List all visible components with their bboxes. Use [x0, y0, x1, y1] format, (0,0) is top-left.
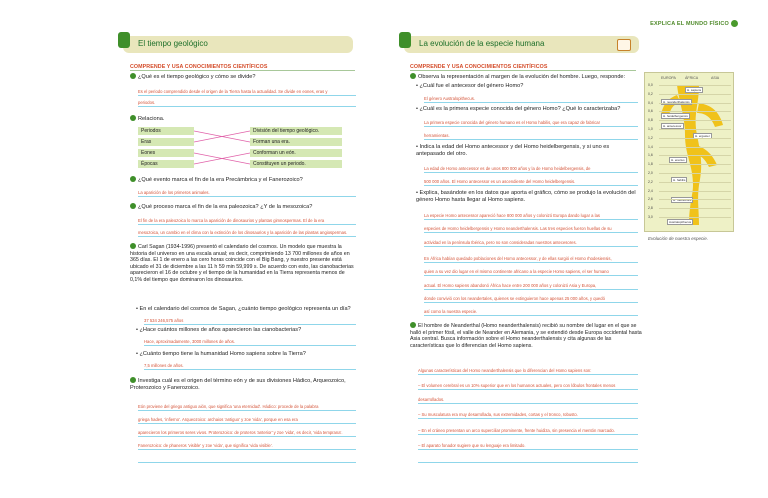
axis-gridline — [659, 111, 731, 112]
tab-icon — [118, 32, 130, 48]
answer-rule — [424, 219, 638, 220]
divider — [130, 70, 355, 71]
answer-b4-line: actual. El Homo sapiens abandonó África hace entre 200 000 años y colonizó Asia y Europa, — [424, 283, 597, 288]
bullet-1: • ¿Cuál fue el antecesor del género Homo? — [416, 83, 524, 89]
right-page — [384, 0, 768, 498]
answer-b1: 37 534 246,575 años — [144, 318, 184, 323]
question-1: Observa la representación al margen de la evolución del hombre. Luego, responde: — [410, 73, 640, 81]
answer-rule — [424, 246, 638, 247]
answer-b4-line: La especie Homo antecessor apareció hace 800 000 años y colonizó Europa dando lugar a las — [424, 213, 600, 218]
chart-caption: Evolución de nuestra especie. — [648, 236, 709, 241]
answer-b3: 7,5 millones de años. — [144, 363, 184, 368]
relate-left-item: Eras — [138, 138, 194, 146]
right-title-bar — [404, 36, 639, 53]
answer-rule — [144, 324, 356, 325]
axis-gridline — [659, 129, 731, 130]
question-2: El hombre de Neanderthal (Homo neanderthalensis) recibió su nombre del lugar en el que se halló el primer fósil, el valle de Neander en Alemania, y se extendió desde Europa occidental hasta Asia central. Busca información sobre el Homo neanderthalensis y cita algunas de las características que lo diferencian del Homo sapiens. — [410, 323, 642, 349]
answer-rule — [424, 172, 638, 173]
answer-rule — [138, 423, 356, 424]
answer-rule — [138, 462, 356, 463]
answer-rule — [418, 418, 638, 419]
answer-rule — [138, 436, 356, 437]
number-icon — [130, 243, 136, 249]
answer-rule — [144, 369, 356, 370]
axis-gridline — [659, 85, 731, 86]
relate-right-item: Forman una era. — [250, 138, 342, 146]
axis-gridline — [659, 120, 731, 121]
answer-rule — [424, 232, 638, 233]
axis-tick-label: 1,0 — [648, 127, 653, 131]
bullet-2: • ¿Cuál es la primera especie conocida del género Homo? ¿Qué lo caracterizaba? — [416, 106, 621, 112]
number-icon — [410, 322, 416, 328]
axis-tick-label: 1,8 — [648, 162, 653, 167]
answer-b4-line: actividad en la península Ibérica, pero no son consideradas nuestros antecesores. — [424, 240, 577, 245]
axis-gridline — [659, 208, 731, 209]
chart-label: H. antecessor — [663, 124, 682, 128]
answer-b2a: La primera especie conocida del género humano es el Homo habilis, que era capaz de fabricar — [424, 120, 600, 125]
bullet-3: • Indica la edad del Homo antecessor y del Homo heidelbergensis, y si uno es antepasado del otro. — [416, 144, 610, 157]
question-1: ¿Qué es el tiempo geológico y cómo se divide? — [130, 73, 358, 81]
answer-3: La aparición de los primeros animales. — [138, 190, 210, 195]
axis-gridline — [659, 103, 731, 104]
axis-tick-label: 2,6 — [648, 197, 653, 202]
chart-head-asia: ASIA — [711, 76, 720, 80]
answer-4b: mesozoica, un cambio en el clima con la extinción de los dinosaurios y la aparición de las plantas angiospermas. — [138, 230, 348, 235]
number-icon — [130, 203, 136, 209]
axis-tick-label: 3,0 — [648, 215, 653, 219]
answer-1b: periodos. — [138, 100, 156, 105]
axis-tick-label: 0,4 — [648, 100, 653, 105]
question-2: Relaciona. — [130, 115, 164, 123]
answer-rule — [424, 315, 638, 316]
answer-rule — [144, 345, 356, 346]
axis-tick-label: 0,8 — [648, 118, 653, 123]
answer-rule — [138, 449, 356, 450]
question-4: ¿Qué proceso marca el fin de la era paleozoica? ¿Y de la mesozoica? — [130, 203, 358, 211]
answer-rule — [424, 262, 638, 263]
answer-2-line: desarrollados. — [418, 397, 445, 402]
answer-6-line: Fanerozoico: de phaneros 'visible' y zoe 'vida', que significa 'vida visible'. — [138, 443, 273, 448]
answer-rule — [424, 289, 638, 290]
answer-2-line: – El volumen cerebral es un 10% superior que en los humanos actuales, pero con lóbulos frontales menos — [418, 383, 616, 388]
number-icon — [130, 73, 136, 79]
relate-right-item: Constituyen un periodo. — [250, 160, 342, 168]
relate-left-item: Periodos — [138, 127, 194, 135]
number-icon — [410, 73, 416, 79]
answer-rule — [418, 403, 638, 404]
right-section-heading: COMPRENDE Y USA CONOCIMIENTOS CIENTÍFICOS — [410, 64, 548, 70]
answer-rule — [138, 95, 356, 96]
answer-rule — [138, 196, 356, 197]
answer-rule — [424, 302, 638, 303]
question-6: Investiga cuál es el origen del término eón y de sus divisiones Hádico, Arqueozoico, Proterozoico y Fanerozoico. — [130, 378, 346, 391]
answer-rule — [138, 236, 356, 237]
answer-6-line: aparecieron los primeros seres vivos. Proterozoico: de proteros 'anterior' y zoe 'vida', es decir, 'vida temprana'. — [138, 430, 343, 435]
answer-rule — [418, 449, 638, 450]
answer-rule — [418, 434, 638, 435]
section-header-text: EXPLICA EL MUNDO FÍSICO — [650, 20, 729, 27]
answer-rule — [418, 389, 638, 390]
answer-rule — [418, 462, 638, 463]
bullet-1: • En el calendario del cosmos de Sagan, ¿cuánto tiempo geológico representa un día? — [136, 306, 351, 312]
answer-rule — [424, 185, 638, 186]
chart-head-europa: EUROPA — [661, 76, 676, 80]
axis-gridline — [659, 138, 731, 139]
answer-rule — [424, 102, 638, 103]
chart-label: H. erectus — [671, 158, 685, 162]
answer-2-line: Algunas características del Homo neanderthalensis que lo diferencian del Homo sapiens son: — [418, 368, 592, 373]
left-title: El tiempo geológico — [138, 39, 208, 48]
answer-b4-line: así como la nuestra especie. — [424, 309, 478, 314]
axis-gridline — [659, 217, 731, 218]
answer-6-line: griega hades, 'infierno'. Arqueozoico: archaios 'antiguo' y zoe 'vida', porque en esa era — [138, 417, 298, 422]
answer-b3a: La edad de Homo antecessor es de unos 800 000 años y la de Homo heidelbergensis, de — [424, 166, 591, 171]
right-title: La evolución de la especie humana — [419, 39, 545, 48]
axis-tick-label: 2,4 — [648, 188, 653, 193]
answer-2-line: – Su musculatura era muy desarrollada, sus extremidades, cortas y el tronco, robusto. — [418, 412, 578, 417]
answer-rule — [138, 224, 356, 225]
axis-gridline — [659, 94, 731, 95]
axis-tick-label: 0,6 — [648, 109, 653, 114]
answer-b2b: herramientas. — [424, 133, 450, 138]
axis-gridline — [659, 155, 731, 156]
number-icon — [130, 377, 136, 383]
chart-label: H. sapiens — [687, 88, 702, 92]
number-icon — [130, 115, 136, 121]
axis-gridline — [659, 147, 731, 148]
axis-tick-label: 2,2 — [648, 179, 653, 184]
bullet-4: • Explica, basándote en los datos que aporta el gráfico, cómo se produjo la evolución del género Homo hasta llegar al Homo sapiens. — [416, 190, 636, 203]
answer-rule — [424, 139, 638, 140]
answer-b4-line: quien a su vez dio lugar en el mismo continente africano a la especie Homo sapiens, el ser humano — [424, 269, 609, 274]
chart-label: H. ergaster — [695, 134, 710, 138]
axis-gridline — [659, 173, 731, 174]
left-title-bar — [123, 36, 353, 53]
answer-2-line: – En el cráneo presentan un arco superciliar prominente, frente huidiza, sin presencia el mentón marcado. — [418, 428, 615, 433]
answer-b4-line: En África habían quedado poblaciones del Homo antecessor, y de ellas surgió el Homo rhodesiensis, — [424, 256, 612, 261]
answer-2-line: – El aparato fonador sugiere que su lenguaje era limitado. — [418, 443, 526, 448]
axis-gridline — [659, 182, 731, 183]
chart-label: H. heidelbergensis — [663, 114, 688, 118]
tree-branch — [697, 103, 723, 127]
relate-right-item: Conforman un eón. — [250, 149, 342, 157]
axis-tick-label: 0,0 — [648, 83, 653, 87]
axis-gridline — [659, 199, 731, 200]
axis-tick-label: 2,8 — [648, 206, 653, 211]
axis-tick-label: 0,2 — [648, 91, 653, 96]
relate-lines — [194, 127, 250, 169]
relate-left-item: Épocas — [138, 160, 194, 168]
answer-1a: Es el periodo comprendido desde el origen de la Tierra hasta la actualidad. Se divide en eones, eras y — [138, 89, 328, 94]
answer-rule — [138, 106, 356, 107]
bullet-3: • ¿Cuánto tiempo tiene la humanidad Homo sapiens sobre la Tierra? — [136, 351, 306, 357]
answer-rule — [418, 374, 638, 375]
answer-6-line: Eón proviene del griego antiguo aión, que significa 'una eternidad'. Hádico: procede de la palabra — [138, 404, 319, 409]
question-5: Carl Sagan (1934-1996) presentó el calendario del cosmos. Un modelo que muestra la historia del universo en una escala anual; es decir, comprimiendo 13 700 millones de años en 365 días. El 1 de enero a las cero horas coincide con el Big Bang, y nuestro presente está ubicado el 31 de diciembre a las 11 h 59 min 59,999 s. De acuerdo con esto, las cianobacterias aparecieron el 16 de octubre y el tiempo de la humanidad en la Tierra representa menos de 0,1% del tiempo que dominaron los dinosaurios. — [130, 244, 354, 283]
axis-tick-label: 1,6 — [648, 153, 653, 158]
evolution-diagram — [644, 72, 734, 232]
answer-b1: El género Australopithecus. — [424, 96, 475, 101]
answer-rule — [138, 410, 356, 411]
axis-tick-label: 1,4 — [648, 144, 653, 149]
left-section-heading: COMPRENDE Y USA CONOCIMIENTOS CIENTÍFICOS — [130, 64, 268, 70]
answer-rule — [424, 126, 638, 127]
folder-icon — [617, 39, 631, 51]
answer-b2: Hace, aproximadamente, 3000 millones de años. — [144, 339, 236, 344]
relate-left-item: Eones — [138, 149, 194, 157]
number-icon — [130, 176, 136, 182]
bullet-2: • ¿Hace cuántos millones de años aparecieron las cianobacterias? — [136, 327, 302, 333]
chart-label: Australopithecus — [669, 220, 692, 224]
answer-b3b: 500 000 años. El Homo antecessor es un ascendiente del Homo heidelbergensis. — [424, 179, 576, 184]
axis-tick-label: 2,0 — [648, 171, 653, 175]
answer-rule — [424, 275, 638, 276]
divider — [410, 70, 636, 71]
question-3: ¿Qué evento marca el fin de la era Precámbrica y el Fanerozoico? — [130, 176, 358, 184]
relate-right-item: División del tiempo geológico. — [250, 127, 342, 135]
tab-icon — [399, 32, 411, 48]
answer-4a: El fin de la era paleozoica lo marca la aparición de dinosaurios y plantas gimnospermas. El de la era — [138, 218, 325, 223]
axis-gridline — [659, 164, 731, 165]
axis-tick-label: 1,2 — [648, 135, 653, 140]
axis-gridline — [659, 191, 731, 192]
answer-b4-line: donde convivió con los neandertales, quienes se extinguieron hace apenas 25 000 años, y quedó — [424, 296, 605, 301]
chart-head-africa: ÁFRICA — [685, 76, 699, 80]
chart-label: H. habilis — [673, 178, 686, 182]
answer-b4-line: especies de Homo heidelbergensis y Homo neanderthalensis. Las tres especies fueron huellas de su — [424, 226, 612, 231]
